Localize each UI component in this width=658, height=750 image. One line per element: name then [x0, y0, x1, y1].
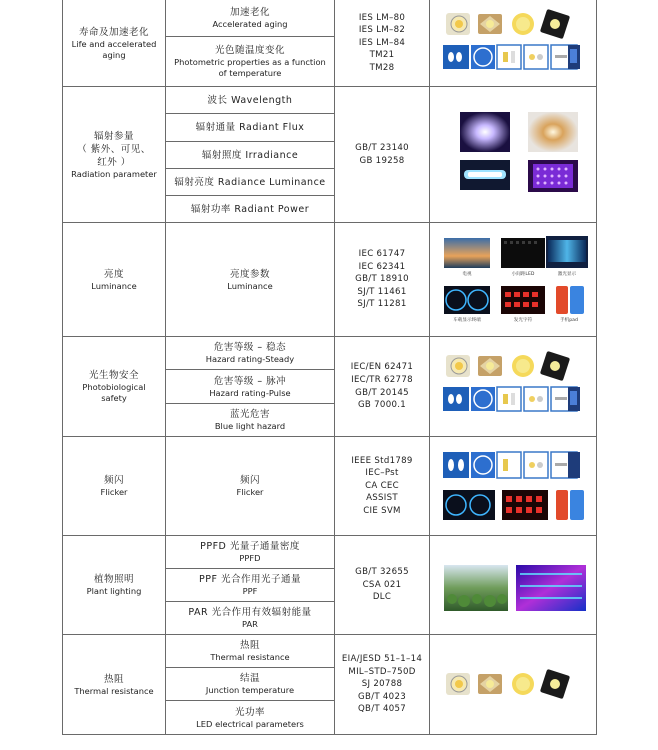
uv-light-photos [460, 112, 578, 196]
standards-cell [335, 437, 429, 535]
standard: GB 19258 [359, 155, 405, 166]
standard: IEC 62341 [358, 261, 406, 272]
led-product-photos [442, 348, 590, 422]
param-en: Blue light hazard [214, 421, 286, 431]
param-en: Hazard rating-Pulse [209, 387, 291, 398]
category-zh: 频闪 [103, 475, 124, 486]
category-en: Thermal resistance [74, 685, 154, 696]
standards-cell [335, 223, 429, 336]
standard: CSA 021 [362, 579, 402, 590]
standard: IEC 61747 [358, 249, 406, 260]
standard: GB/T 32655 [355, 567, 409, 578]
param-cell [166, 337, 334, 369]
category-cell [63, 337, 165, 436]
standard: TM28 [369, 62, 395, 73]
standard: QB/T 4057 [357, 704, 407, 715]
category-cell [63, 223, 165, 336]
param-zh: 加速老化 [229, 7, 270, 18]
standard: GB/T 20145 [355, 387, 409, 398]
param-zh: 频闪 [239, 475, 260, 486]
param-en: Junction temperature [205, 685, 295, 695]
param-zh: 辐射通量 Radiant Flux [195, 122, 305, 133]
category-cell [63, 635, 165, 734]
led-chip-photos [442, 666, 590, 702]
category-zh: 热阻 [103, 673, 124, 685]
param-cell [166, 169, 334, 195]
standard: TM21 [369, 50, 395, 61]
category-zh: 寿命及加速老化 [78, 26, 149, 38]
param-cell [166, 87, 334, 113]
param-zh: 光色随温度变化 [214, 45, 285, 56]
standard: SJ/T 11281 [357, 299, 407, 310]
param-zh: PAR 光合作用有效辐射能量 [188, 607, 312, 618]
param-en: Luminance [227, 280, 273, 291]
param-cell [166, 668, 334, 700]
standard: GB/T 4023 [357, 691, 406, 702]
param-zh: 蓝光危害 [229, 409, 270, 420]
standard: IEEE Std1789 [351, 455, 413, 466]
category-en: Life and accelerated [71, 38, 157, 49]
display-label: 手机pad [560, 318, 578, 323]
standard: IES LM–80 [358, 12, 406, 23]
category-en: aging [102, 49, 126, 60]
standard: SJ/T 11461 [357, 286, 407, 297]
param-cell [166, 114, 334, 141]
param-zh: 光功率 [234, 706, 265, 718]
param-cell [166, 536, 334, 568]
standard: IES LM–82 [358, 25, 406, 36]
param-zh: PPFD 光量子通量密度 [200, 541, 300, 552]
param-cell [166, 196, 334, 222]
standards-table [62, 0, 597, 735]
param-cell [166, 701, 334, 734]
category-en: Flicker [100, 487, 128, 497]
standard: IEC–Pst [365, 468, 399, 479]
param-en: PPFD [239, 553, 261, 563]
category-zh: 光生物安全 [88, 370, 139, 381]
param-zh: 结温 [239, 673, 260, 684]
param-en: PAR [242, 619, 258, 629]
standard: IES LM–84 [358, 37, 406, 48]
display-label: 电视 [462, 272, 472, 277]
display-label: 激光显示 [557, 272, 577, 277]
standard: ASSIST [366, 493, 398, 504]
category-en: Photobiological [82, 382, 146, 392]
param-zh: 危害等级 – 稳态 [213, 342, 287, 353]
standard: GB 7000.1 [357, 400, 407, 411]
standard: EIA/JESD 51–1–14 [341, 654, 423, 665]
param-zh: 亮度参数 [229, 268, 270, 280]
standard: IEC/EN 62471 [350, 362, 414, 373]
standard: SJ 20788 [361, 679, 403, 690]
param-cell [166, 404, 334, 436]
param-en: Flicker [236, 487, 264, 497]
category-zh: 亮度 [103, 268, 124, 280]
flicker-photos [442, 450, 590, 524]
param-en: Accelerated aging [212, 19, 288, 29]
param-zh: 危害等级 – 脉冲 [213, 375, 287, 387]
param-cell [166, 370, 334, 403]
param-cell [166, 602, 334, 634]
param-cell [166, 223, 334, 336]
category-cell [63, 87, 165, 222]
param-en: Hazard rating-Steady [205, 354, 295, 364]
display-label: 车载显示终端 [453, 318, 481, 323]
param-en: Thermal resistance [210, 652, 290, 662]
standards-cell [335, 337, 429, 436]
param-zh: PPF 光合作用光子通量 [199, 574, 301, 585]
param-cell [166, 0, 334, 36]
param-zh: 辐射照度 Irradiance [201, 149, 299, 161]
plant-growth-photos [444, 565, 588, 611]
param-zh: 辐射亮度 Radiance Luminance [174, 176, 326, 188]
param-cell [166, 635, 334, 667]
standard: GB/T 18910 [355, 274, 409, 285]
param-zh: 辐射功率 Radiant Power [190, 203, 310, 215]
param-en: of temperature [218, 68, 282, 78]
standard: CIE SVM [363, 505, 401, 516]
category-zh: 植物照明 [93, 574, 134, 585]
param-cell [166, 37, 334, 86]
led-product-photos [442, 6, 590, 80]
category-cell [63, 437, 165, 535]
param-zh: 热阻 [239, 640, 260, 651]
standard: IEC/TR 62778 [351, 374, 413, 385]
category-en: Radiation parameter [71, 168, 157, 179]
param-zh: 波长 Wavelength [207, 94, 293, 106]
category-en: safety [101, 393, 127, 403]
category-en: Luminance [91, 280, 137, 291]
standards-cell [335, 0, 429, 86]
category-en: Plant lighting [86, 586, 142, 596]
category-cell [63, 536, 165, 634]
display-label: 小间距LED [511, 272, 535, 277]
standards-cell [335, 635, 429, 734]
standard: GB/T 23140 [355, 142, 409, 153]
standard: DLC [372, 592, 392, 603]
display-photos [442, 234, 590, 328]
param-cell [166, 142, 334, 168]
standard: MIL–STD–750D [348, 666, 416, 677]
param-en: Photometric properties as a function [174, 57, 326, 67]
standard: CA CEC [365, 480, 399, 491]
category-cell [63, 0, 165, 86]
param-en: PPF [242, 586, 258, 596]
standards-cell [335, 87, 429, 222]
param-en: LED electrical parameters [196, 718, 304, 729]
standards-cell [335, 536, 429, 634]
param-cell [166, 437, 334, 535]
category-zh: 辐射参量 （ 紫外、可见、 红外 ） [77, 130, 151, 168]
display-label: 发光字符 [513, 318, 533, 323]
param-cell [166, 569, 334, 601]
